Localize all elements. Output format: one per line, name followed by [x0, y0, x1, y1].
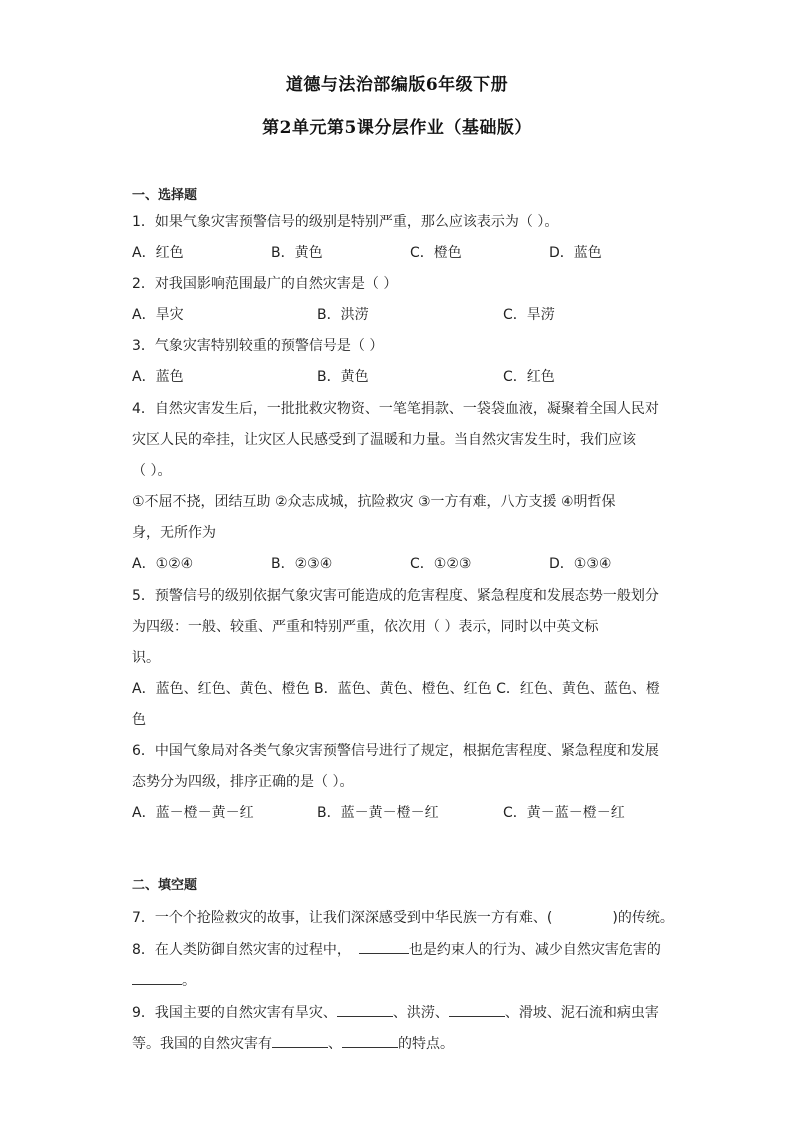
- q2-option-a: A．旱灾: [132, 307, 184, 323]
- question-6-line2: 态势分为四级，排序正确的是（ ）。: [132, 774, 354, 790]
- question-5-options-cont: 色: [132, 712, 146, 728]
- q3-option-a: A．蓝色: [132, 369, 184, 385]
- q9-text-c: 、滑坡、泥石流和病虫害: [504, 1005, 659, 1021]
- q3-option-b: B．黄色: [317, 369, 369, 385]
- question-9-line2: [132, 1033, 454, 1054]
- question-6-line1: 6．中国气象局对各类气象灾害预警信号进行了规定，根据危害程度、紧急程度和发展: [132, 743, 659, 759]
- q7-text-before: 7．一个个抢险救灾的故事，让我们深深感受到中华民族一方有难、(: [132, 910, 553, 926]
- q9-text-f: 的特点。: [398, 1036, 454, 1052]
- q8-text-end: 。: [182, 973, 196, 989]
- q6-option-b: B．蓝－黄－橙－红: [317, 805, 439, 821]
- section-heading-fill: 二、填空题: [132, 878, 198, 893]
- q9-text-d: 等。我国的自然灾害有: [132, 1036, 272, 1052]
- q9-text-b: 、洪涝、: [392, 1005, 449, 1021]
- question-4-line2: 灾区人民的牵挂，让灾区人民感受到了温暖和力量。当自然灾害发生时，我们应该: [132, 432, 636, 448]
- q4-option-c: C．①②③: [410, 556, 472, 572]
- q1-option-c: C．橙色: [410, 245, 462, 261]
- q7-text-after: )的传统。: [612, 910, 674, 926]
- section-heading-choice: 一、选择题: [132, 188, 198, 203]
- q9-blank-1[interactable]: [337, 1002, 393, 1017]
- question-5-options: A．蓝色、红色、黄色、橙色 B．蓝色、黄色、橙色、红色 C．红色、黄色、蓝色、橙: [132, 681, 660, 697]
- question-5-line1: 5．预警信号的级别依据气象灾害可能造成的危害程度、紧急程度和发展态势一般划分: [132, 588, 659, 604]
- q8-text-before: 8．在人类防御自然灾害的过程中，: [132, 942, 351, 958]
- q7-blank[interactable]: [552, 908, 612, 922]
- q8-blank-2[interactable]: [132, 970, 182, 985]
- q6-option-a: A．蓝－橙－黄－红: [132, 805, 254, 821]
- q9-text-e: 、: [328, 1036, 342, 1052]
- q6-option-c: C．黄－蓝－橙－红: [503, 805, 625, 821]
- q1-option-a: A．红色: [132, 245, 184, 261]
- q9-blank-4[interactable]: [342, 1033, 398, 1048]
- q4-option-a: A．①②④: [132, 556, 194, 572]
- q8-blank-1[interactable]: [359, 939, 409, 954]
- question-1-stem: 1．如果气象灾害预警信号的级别是特别严重，那么应该表示为（ ）。: [132, 214, 559, 230]
- q4-option-b: B．②③④: [271, 556, 333, 572]
- q2-option-c: C．旱涝: [503, 307, 555, 323]
- question-3-stem: 3．气象灾害特别较重的预警信号是（ ）: [132, 338, 384, 354]
- q4-option-d: D．①③④: [549, 556, 612, 572]
- q1-option-b: B．黄色: [271, 245, 323, 261]
- question-8-cont: [132, 970, 196, 991]
- question-5-line3: 识。: [132, 650, 160, 666]
- q9-blank-3[interactable]: [272, 1033, 328, 1048]
- question-7: [132, 908, 674, 928]
- question-4-line3: （ ）。: [132, 463, 172, 479]
- q9-text-a: 9．我国主要的自然灾害有旱灾、: [132, 1005, 337, 1021]
- page-subtitle: 第2单元第5课分层作业（基础版）: [262, 118, 532, 138]
- q2-option-b: B．洪涝: [317, 307, 369, 323]
- q9-blank-2[interactable]: [449, 1002, 505, 1017]
- q3-option-c: C．红色: [503, 369, 555, 385]
- question-8: [132, 939, 661, 960]
- question-4-line1: 4．自然灾害发生后，一批批救灾物资、一笔笔捐款、一袋袋血液，凝聚着全国人民对: [132, 401, 659, 417]
- question-2-stem: 2．对我国影响范围最广的自然灾害是（ ）: [132, 276, 398, 292]
- q8-text-middle: 也是约束人的行为、减少自然灾害危害的: [408, 942, 661, 958]
- question-4-statements: ①不屈不挠，团结互助 ②众志成城，抗险救灾 ③一方有难，八方支援 ④明哲保: [132, 494, 616, 510]
- question-9-line1: [132, 1002, 659, 1023]
- question-5-line2: 为四级：一般、较重、严重和特别严重，依次用（ ）表示，同时以中英文标: [132, 619, 599, 635]
- q1-option-d: D．蓝色: [549, 245, 602, 261]
- question-4-statements-cont: 身，无所作为: [132, 525, 216, 541]
- page-title: 道德与法治部编版6年级下册: [285, 75, 509, 95]
